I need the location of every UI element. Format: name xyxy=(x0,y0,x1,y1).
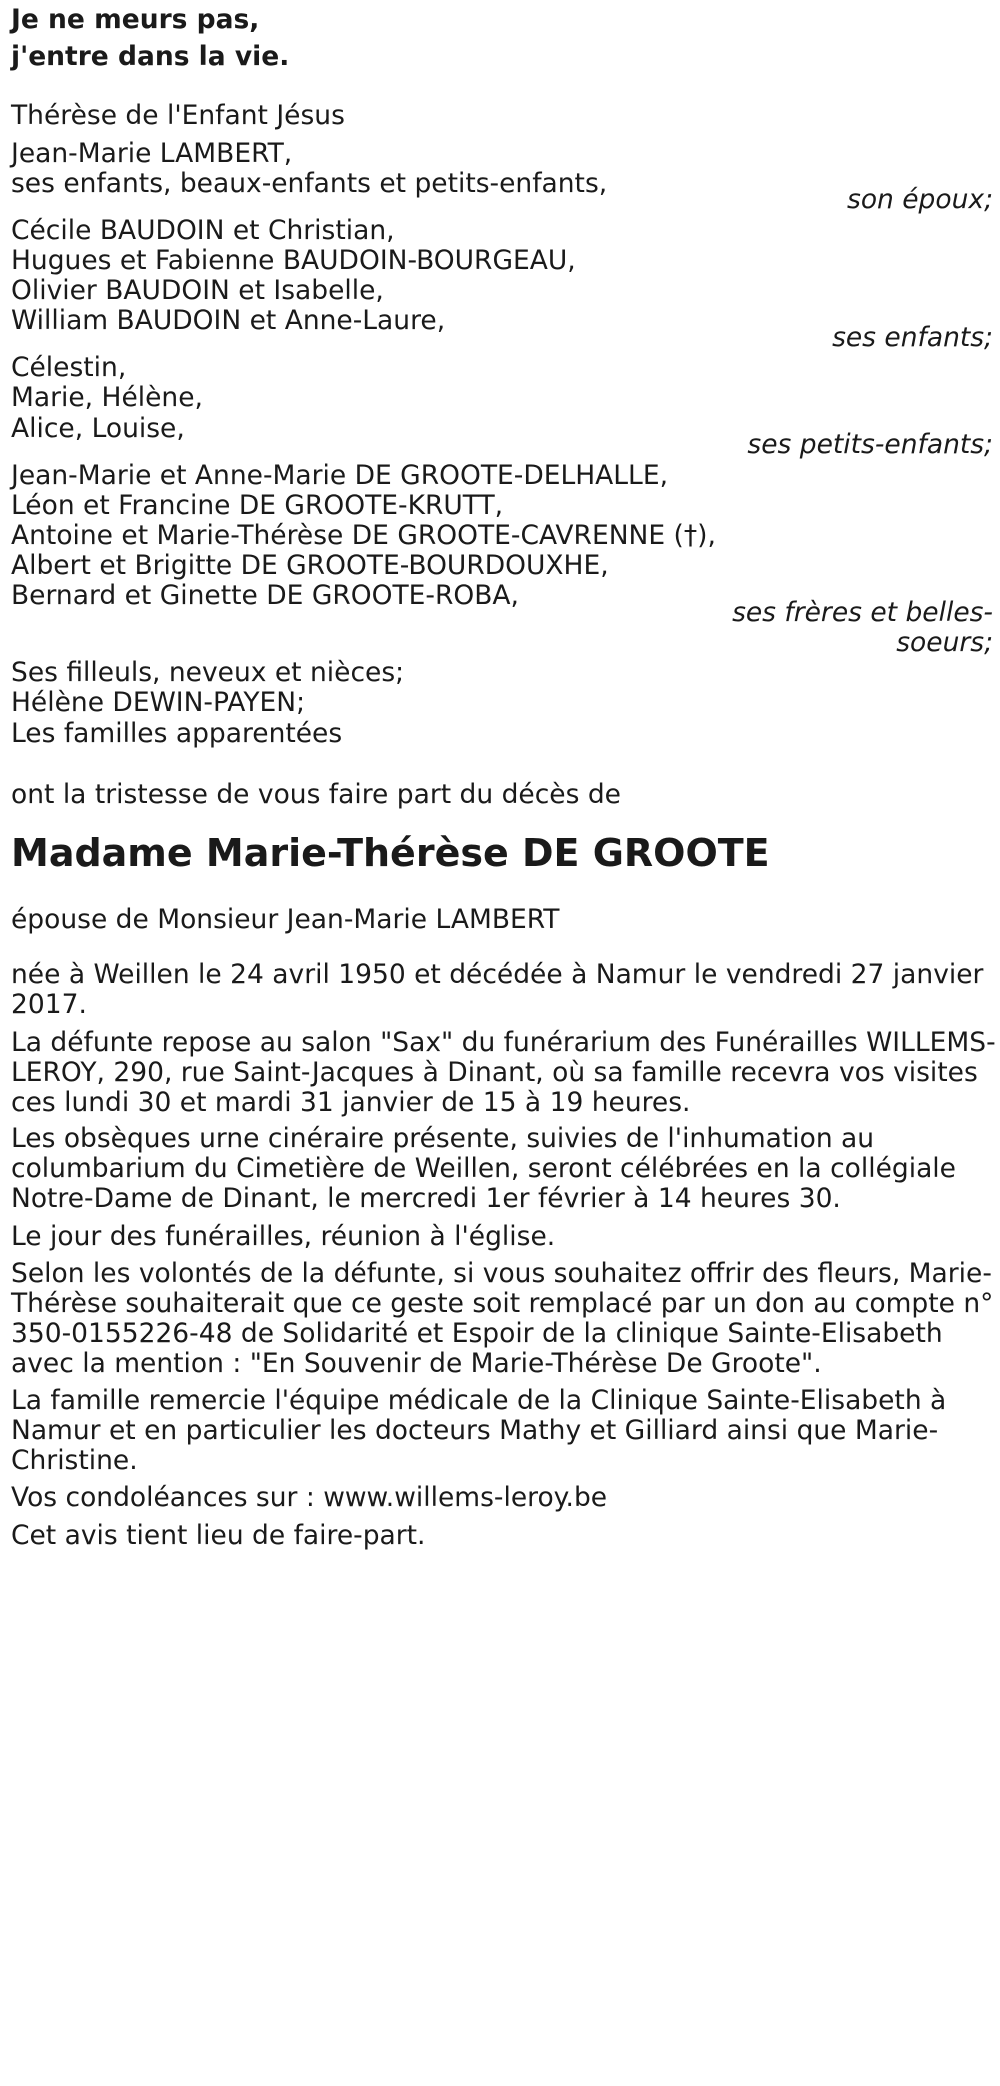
sibling-line: Bernard et Ginette DE GROOTE-ROBA, xyxy=(11,580,519,611)
flowers-paragraph: Selon les volontés de la défunte, si vous souhaitez offrir des fleurs, Marie-Thérèse souhaiterait que ce geste soit remplacé par un don au compte n° 350-0155226-48 de Solidarité et Espoir de la clinique Sainte-Elisabeth avec la mention : "En Souvenir de Marie-Thérèse De Groote". xyxy=(11,1258,994,1379)
grandchild-line: Alice, Louise, xyxy=(11,413,185,444)
sibling-line: Léon et Francine DE GROOTE-KRUTT, xyxy=(11,490,504,521)
grandchild-line: Célestin, xyxy=(11,352,127,383)
sibling-line: Jean-Marie et Anne-Marie DE GROOTE-DELHALLE, xyxy=(11,460,668,491)
grandchildren-role: ses petits-enfants; xyxy=(747,429,993,460)
visitation-paragraph: La défunte repose au salon "Sax" du funérarium des Funérailles WILLEMS-LEROY, 290, rue Saint-Jacques à Dinant, où sa famille recevra vos visites ces lundi 30 et mardi 31 janvier de 15 à 19 heures. xyxy=(11,1027,996,1118)
siblings-role-line-2: soeurs; xyxy=(896,627,993,658)
spouse-name: Jean-Marie LAMBERT, xyxy=(11,138,293,169)
funeral-paragraph: Les obsèques urne cinéraire présente, suivies de l'inhumation au columbarium du Cimetière de Weillen, seront célébrées en la collégiale Notre-Dame de Dinant, le mercredi 1er février à 14 heures 30. xyxy=(11,1123,956,1214)
others-line: Hélène DEWIN-PAYEN; xyxy=(11,687,306,718)
child-line: Cécile BAUDOIN et Christian, xyxy=(11,215,395,246)
spouse-family: ses enfants, beaux-enfants et petits-enfants, xyxy=(11,168,608,199)
child-line: William BAUDOIN et Anne-Laure, xyxy=(11,305,446,336)
epigraph-line-1: Je ne meurs pas, xyxy=(11,4,260,35)
notice-text: Cet avis tient lieu de faire-part. xyxy=(11,1520,426,1551)
condolences-text: Vos condoléances sur : www.willems-leroy.be xyxy=(11,1482,608,1513)
grandchild-line: Marie, Hélène, xyxy=(11,382,203,413)
announcement-text: ont la tristesse de vous faire part du décès de xyxy=(11,779,621,810)
birth-death-paragraph: née à Weillen le 24 avril 1950 et décédée à Namur le vendredi 27 janvier 2017. xyxy=(11,959,984,1020)
sibling-line: Antoine et Marie-Thérèse DE GROOTE-CAVRENNE (†), xyxy=(11,520,716,551)
meeting-paragraph: Le jour des funérailles, réunion à l'église. xyxy=(11,1221,556,1252)
sibling-line: Albert et Brigitte DE GROOTE-BOURDOUXHE, xyxy=(11,550,609,581)
child-line: Hugues et Fabienne BAUDOIN-BOURGEAU, xyxy=(11,245,576,276)
deceased-name: Madame Marie-Thérèse DE GROOTE xyxy=(11,831,770,875)
others-line: Les familles apparentées xyxy=(11,718,343,749)
spouse-role: son époux; xyxy=(847,184,993,215)
children-role: ses enfants; xyxy=(832,322,993,353)
thanks-paragraph: La famille remercie l'équipe médicale de la Clinique Sainte-Elisabeth à Namur et en particulier les docteurs Mathy et Gilliard ainsi que Marie-Christine. xyxy=(11,1385,947,1476)
siblings-role-line-1: ses frères et belles- xyxy=(732,597,993,628)
epigraph-line-2: j'entre dans la vie. xyxy=(11,41,290,72)
spouse-of-text: épouse de Monsieur Jean-Marie LAMBERT xyxy=(11,904,560,935)
epigraph-author: Thérèse de l'Enfant Jésus xyxy=(11,100,345,131)
child-line: Olivier BAUDOIN et Isabelle, xyxy=(11,275,384,306)
others-line: Ses filleuls, neveux et nièces; xyxy=(11,657,405,688)
